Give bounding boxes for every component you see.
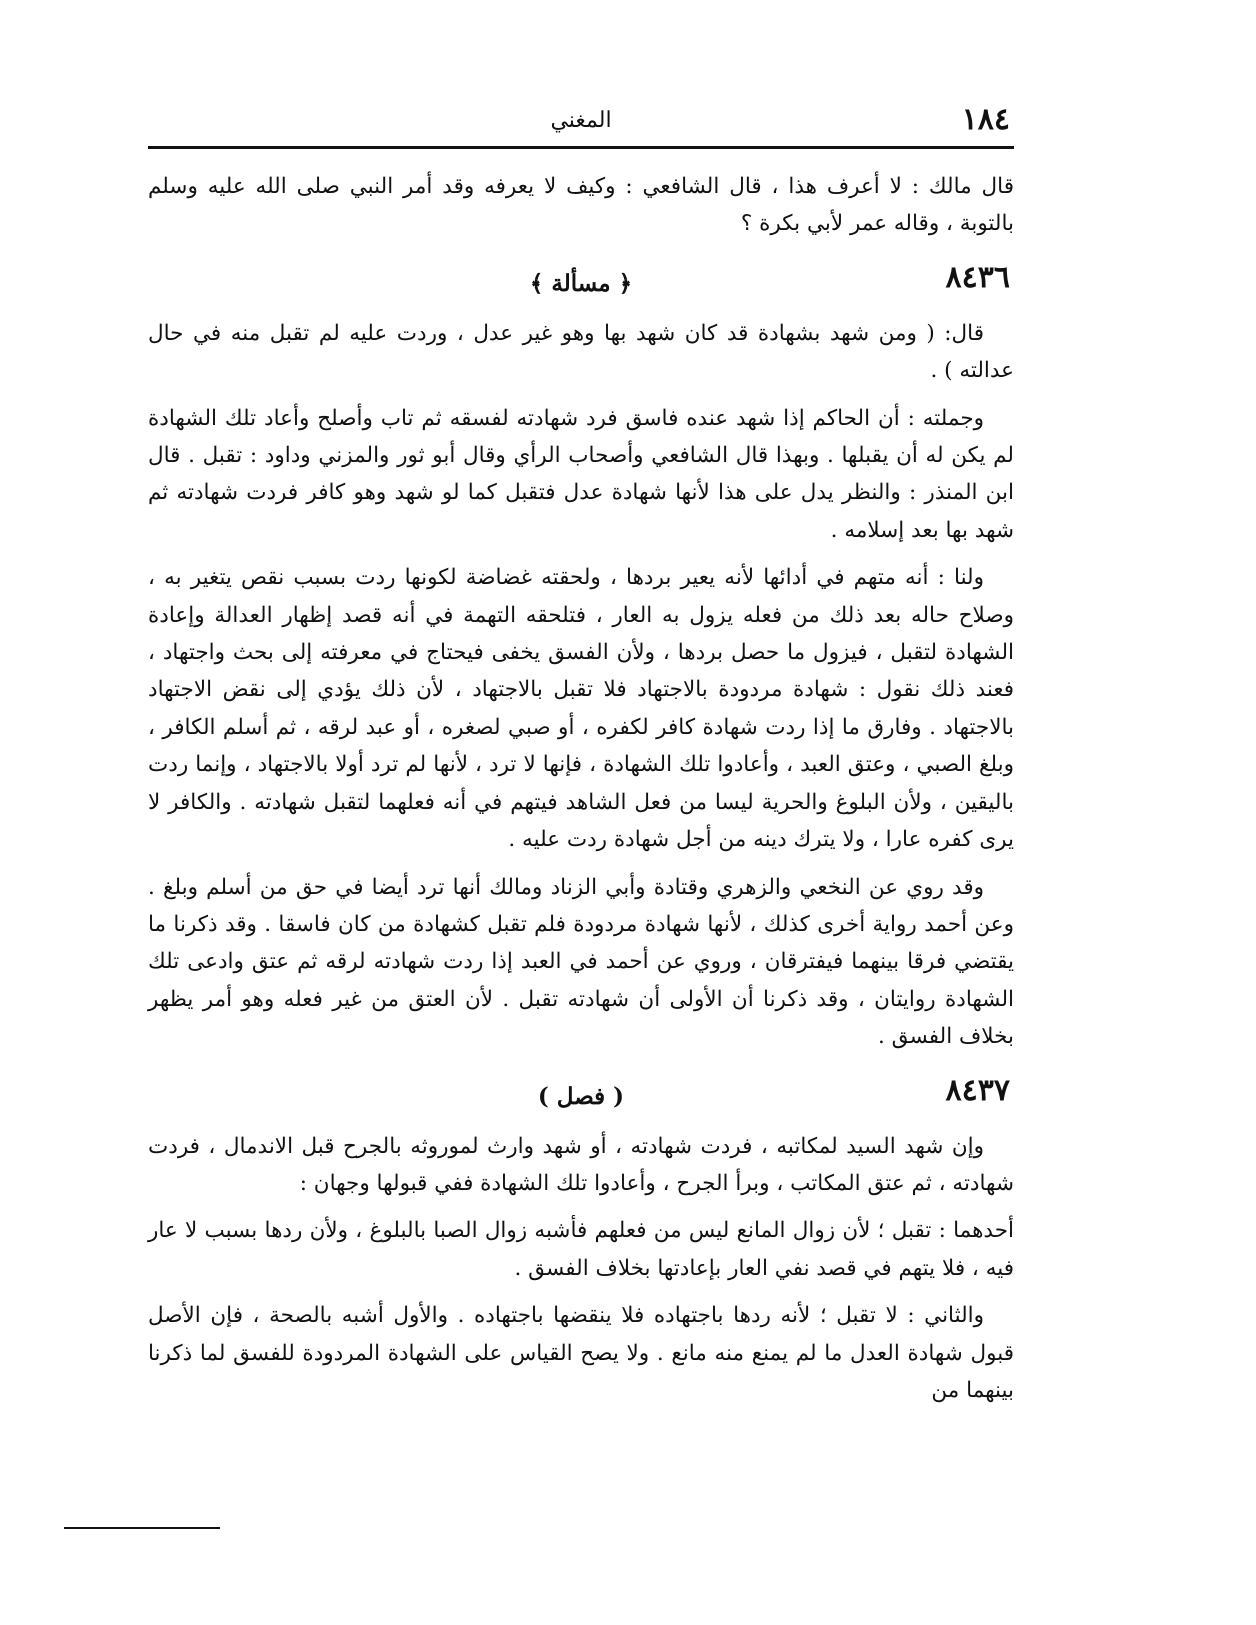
section-number: ٨٤٣٧ <box>945 1072 1010 1108</box>
paragraph-3: وجملته : أن الحاكم إذا شهد عنده فاسق فرد شهادته لفسقه ثم تاب وأصلح وأعاد تلك الشهادة لم يكن له أن يقبلها . وبهذا قال الشافعي وأصحاب الرأي وقال أبو ثور والمزني وداود : تقبل . قال ابن المنذر : والنظر يدل على هذا لأنها شهادة عدل فتقبل كما لو شهد وهو كافر فردت شهادته ثم شهد بها بعد إسلامه . <box>148 405 1014 543</box>
running-title: المغني <box>550 108 612 133</box>
paragraph-8: والثاني : لا تقبل ؛ لأنه ردها باجتهاده فلا ينقضها باجتهاده . والأول أشبه بالصحة ، فإن الأصل قبول شهادة العدل ما لم يمنع منه مانع . ولا يصح القياس على الشهادة المردودة للفسق لما ذكرنا بينهما من <box>148 1303 1014 1403</box>
paragraph-4: ولنا : أنه متهم في أدائها لأنه يعير بردها ، ولحقته غضاضة لكونها ردت بسبب نقص يتغير به ، وصلاح حاله بعد ذلك من فعله يزول به العار ، فتلحقه التهمة في أنه قصد إظهار العدالة وإعادة الشهادة لتقبل ، فيزول ما حصل بردها ، ولأن الفسق يخفى فيحتاج في معرفته إلى بحث واجتهاد ، فعند ذلك نقول : شهادة مردودة بالاجتهاد فلا تقبل بالاجتهاد ، لأن ذلك يؤدي إلى نقض الاجتهاد بالاجتهاد . وفارق ما إذا ردت شهادة كافر لكفره ، أو صبي لصغره ، أو عبد لرقه ، ثم أسلم الكافر ، وبلغ الصبي ، وعتق العبد ، وأعادوا تلك الشهادة ، فإنها لا ترد ، لأنها لم ترد أولا بالاجتهاد ، وإنما ردت باليقين ، ولأن البلوغ والحرية ليسا من فعل الشاهد فيتهم في أنه فعلهما لتقبل شهادته . والكافر لا يرى كفره عارا ، ولا يترك دينه من أجل شهادة ردت عليه . <box>148 565 1014 853</box>
paragraph-6: وإن شهد السيد لمكاتبه ، فردت شهادته ، أو شهد وارث لموروثه بالجرح قبل الاندمال ، فردت شهادته ، ثم عتق المكاتب ، وبرأ الجرح ، وأعادوا تلك الشهادة ففي قبولها وجهان : <box>148 1133 1014 1196</box>
page-number: ١٨٤ <box>961 102 1010 137</box>
section-title: ( فصل ) <box>537 1082 625 1110</box>
page-header <box>148 90 1014 149</box>
section-title: ﴿ مسألة ﴾ <box>529 269 633 297</box>
page-body <box>148 168 1014 1419</box>
footnote-divider <box>64 1527 220 1529</box>
book-page <box>148 90 1014 1570</box>
paragraph-5: وقد روي عن النخعي والزهري وقتادة وأبي الزناد ومالك أنها ترد أيضا في حق من أسلم وبلغ . وعن أحمد رواية أخرى كذلك ، لأنها شهادة مردودة فلم تقبل كشهادة من كان فاسقا . وقد ذكرنا ما يقتضي فرقا بينهما فيفترقان ، وروي عن أحمد في العبد إذا ردت شهادته لرقه ثم عتق وادعى تلك الشهادة روايتان ، وقد ذكرنا أن الأولى أن شهادته تقبل . لأن العتق من غير فعله وهو أمر يظهر بخلاف الفسق . <box>148 874 1014 1050</box>
section-number: ٨٤٣٦ <box>945 259 1010 295</box>
paragraph-1: قال مالك : لا أعرف هذا ، قال الشافعي : وكيف لا يعرفه وقد أمر النبي صلى الله عليه وسلم بالتوبة ، وقاله عمر لأبي بكرة ؟ <box>148 174 1014 237</box>
paragraph-7: أحدهما : تقبل ؛ لأن زوال المانع ليس من فعلهم فأشبه زوال الصبا بالبلوغ ، ولأن ردها بسبب لا عار فيه ، فلا يتهم في قصد نفي العار بإعادتها بخلاف الفسق . <box>148 1218 1014 1281</box>
paragraph-2: قال: ( ومن شهد بشهادة قد كان شهد بها وهو غير عدل ، وردت عليه لم تقبل منه في حال عدالته ) . <box>148 320 1014 384</box>
section-heading-fasl <box>148 1066 1014 1122</box>
section-heading-masala <box>148 253 1014 309</box>
